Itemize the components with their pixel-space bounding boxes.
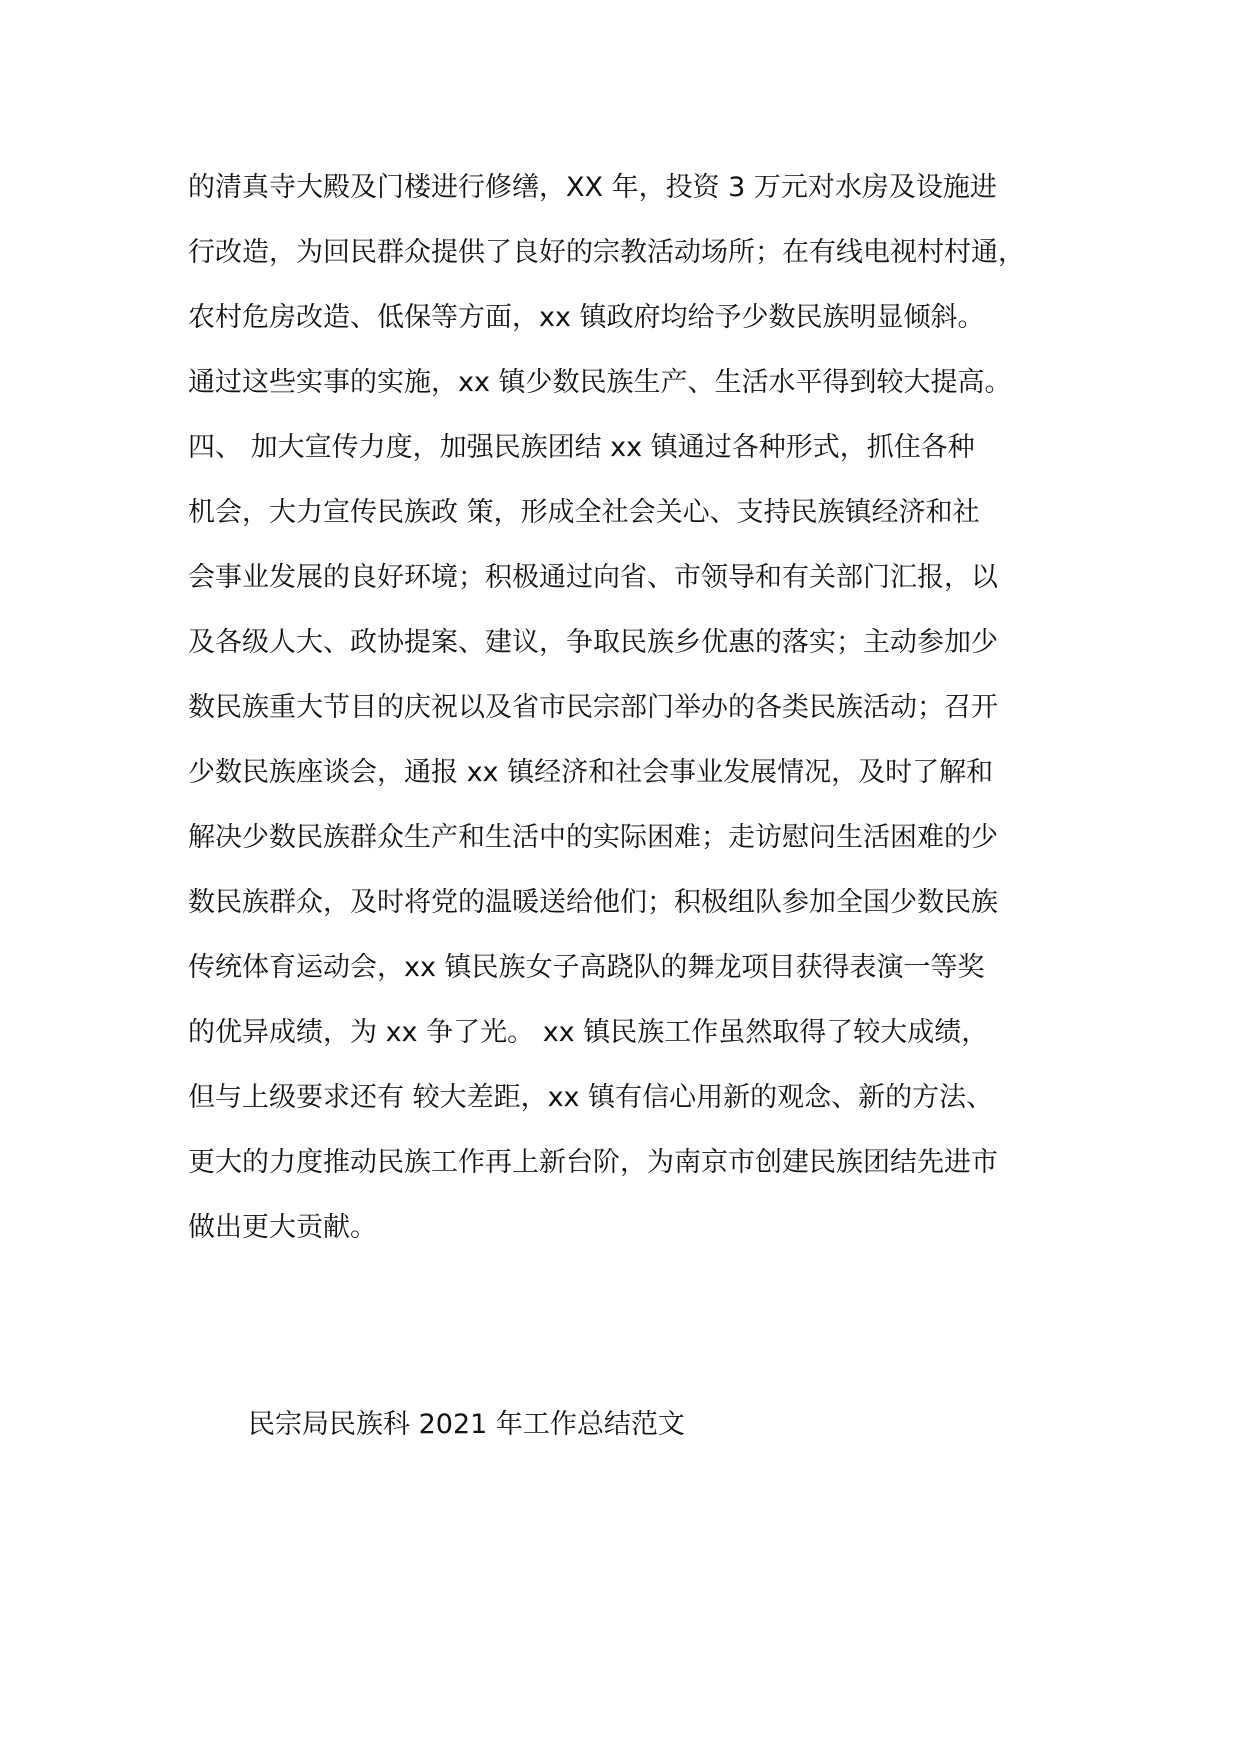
- text-line: 但与上级要求还有 较大差距，xx 镇有信心用新的观念、新的方法、: [188, 1082, 994, 1113]
- text-line: 做出更大贡献。: [188, 1212, 377, 1243]
- text-line: 及各级人大、政协提案、建议，争取民族乡优惠的落实；主动参加少: [188, 627, 998, 658]
- text-line: 会事业发展的良好环境；积极通过向省、市领导和有关部门汇报，以: [188, 562, 998, 593]
- text-line: 机会，大力宣传民族政 策，形成全社会关心、支持民族镇经济和社: [188, 497, 980, 528]
- text-line: 行改造，为回民群众提供了良好的宗教活动场所；在有线电视村村通，: [188, 237, 1025, 268]
- text-line: 传统体育运动会，xx 镇民族女子高跷队的舞龙项目获得表演一等奖: [188, 952, 985, 983]
- body-paragraph: [188, 155, 1088, 1260]
- text-line: 数民族群众，及时将党的温暖送给他们；积极组队参加全国少数民族: [188, 887, 998, 918]
- text-line: 更大的力度推动民族工作再上新台阶，为南京市创建民族团结先进市: [188, 1147, 998, 1178]
- text-line: 的优异成绩，为 xx 争了光。 xx 镇民族工作虽然取得了较大成绩，: [188, 1017, 989, 1048]
- next-section-title: 民宗局民族科 2021 年工作总结范文: [248, 1409, 685, 1440]
- text-line: 的清真寺大殿及门楼进行修缮，XX 年，投资 3 万元对水房及设施进: [188, 172, 997, 203]
- text-line: 解决少数民族群众生产和生活中的实际困难；走访慰问生活困难的少: [188, 822, 998, 853]
- text-line: 通过这些实事的实施，xx 镇少数民族生产、生活水平得到较大提高。: [188, 367, 1012, 398]
- text-line: 数民族重大节目的庆祝以及省市民宗部门举办的各类民族活动；召开: [188, 692, 998, 723]
- text-line: 四、 加大宣传力度，加强民族团结 xx 镇通过各种形式，抓住各种: [188, 432, 975, 463]
- text-line: 少数民族座谈会，通报 xx 镇经济和社会事业发展情况，及时了解和: [188, 757, 994, 788]
- text-line: 农村危房改造、低保等方面，xx 镇政府均给予少数民族明显倾斜。: [188, 302, 985, 333]
